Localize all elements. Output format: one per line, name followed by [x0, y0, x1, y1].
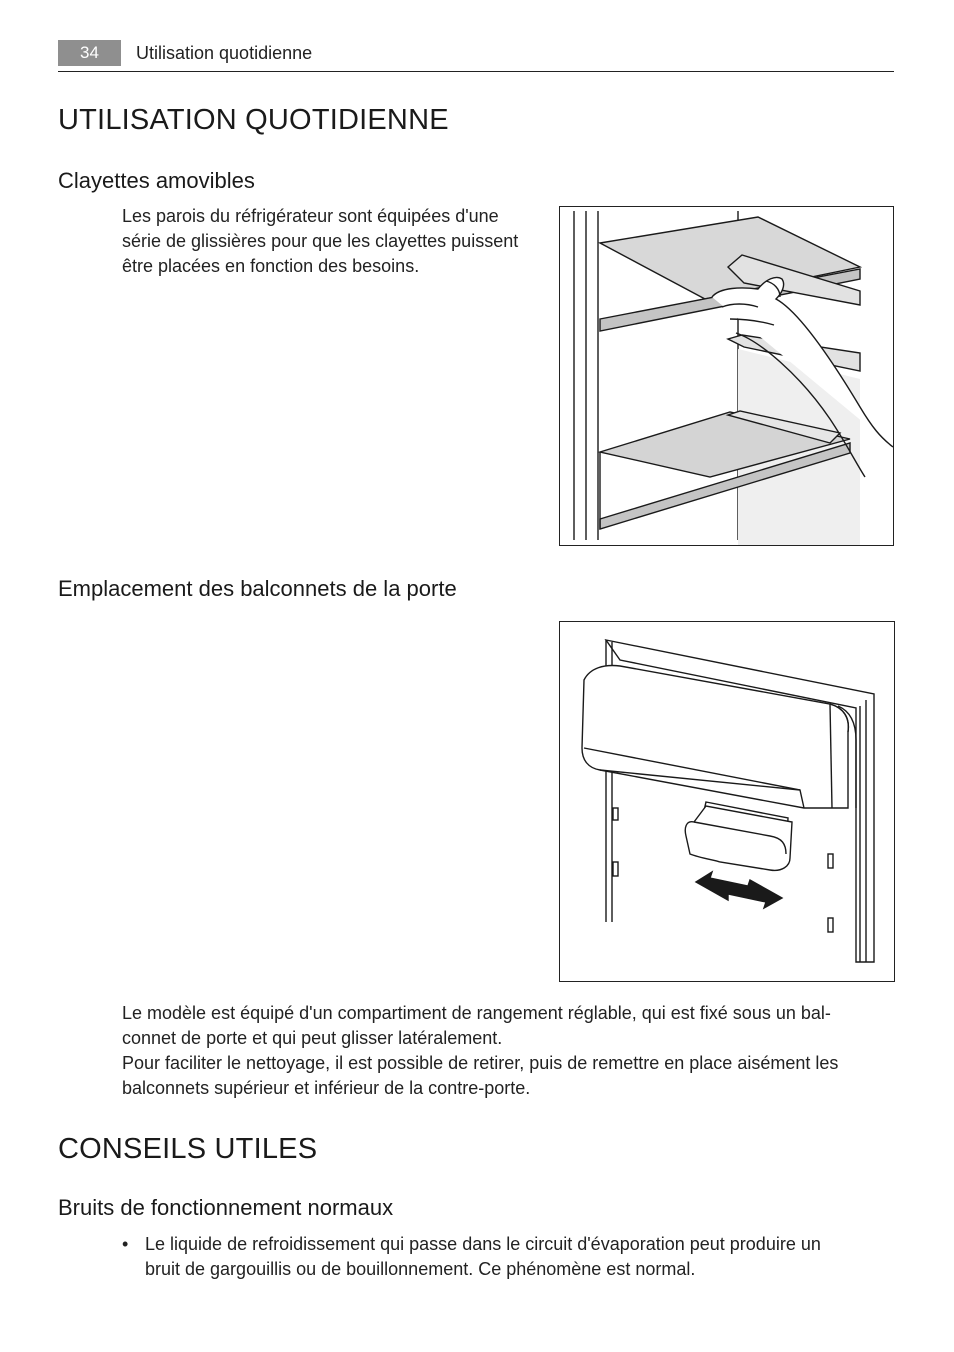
balconnets-paragraph [122, 1001, 882, 1101]
clayettes-paragraph [122, 204, 542, 279]
section-title-conseils: CONSEILS UTILES [58, 1133, 318, 1165]
text-line: Les parois du réfrigérateur sont équipées d'une [122, 206, 499, 226]
subsection-title-clayettes: Clayettes amovibles [58, 168, 255, 193]
page-header [58, 40, 894, 72]
shelf-illustration [559, 206, 894, 546]
text-line: bruit de gargouillis ou de bouillonnement. Ce phénomène est normal. [145, 1259, 696, 1279]
subsection-title-bruits: Bruits de fonctionnement normaux [58, 1195, 394, 1220]
running-title: Utilisation quotidienne [136, 43, 313, 63]
page-number: 34 [58, 40, 121, 66]
text-line: Le liquide de refroidissement qui passe dans le circuit d'évaporation peut produire un [145, 1234, 821, 1254]
text-line: être placées en fonction des besoins. [122, 256, 420, 276]
text-line: Le modèle est équipé d'un compartiment de rangement réglable, qui est fixé sous un bal- [122, 1003, 831, 1023]
bullet-marker: • [122, 1234, 129, 1254]
door-bin-illustration [559, 621, 895, 982]
section-title-utilisation: UTILISATION QUOTIDIENNE [58, 104, 449, 136]
text-line: connet de porte et qui peut glisser latéralement. [122, 1028, 503, 1048]
subsection-title-balconnets: Emplacement des balconnets de la porte [58, 576, 457, 601]
text-line: Pour faciliter le nettoyage, il est possible de retirer, puis de remettre en place aisément les [122, 1053, 839, 1073]
text-line: série de glissières pour que les clayettes puissent [122, 231, 519, 251]
bullet-text [145, 1232, 882, 1282]
text-line: balconnets supérieur et inférieur de la contre-porte. [122, 1078, 531, 1098]
